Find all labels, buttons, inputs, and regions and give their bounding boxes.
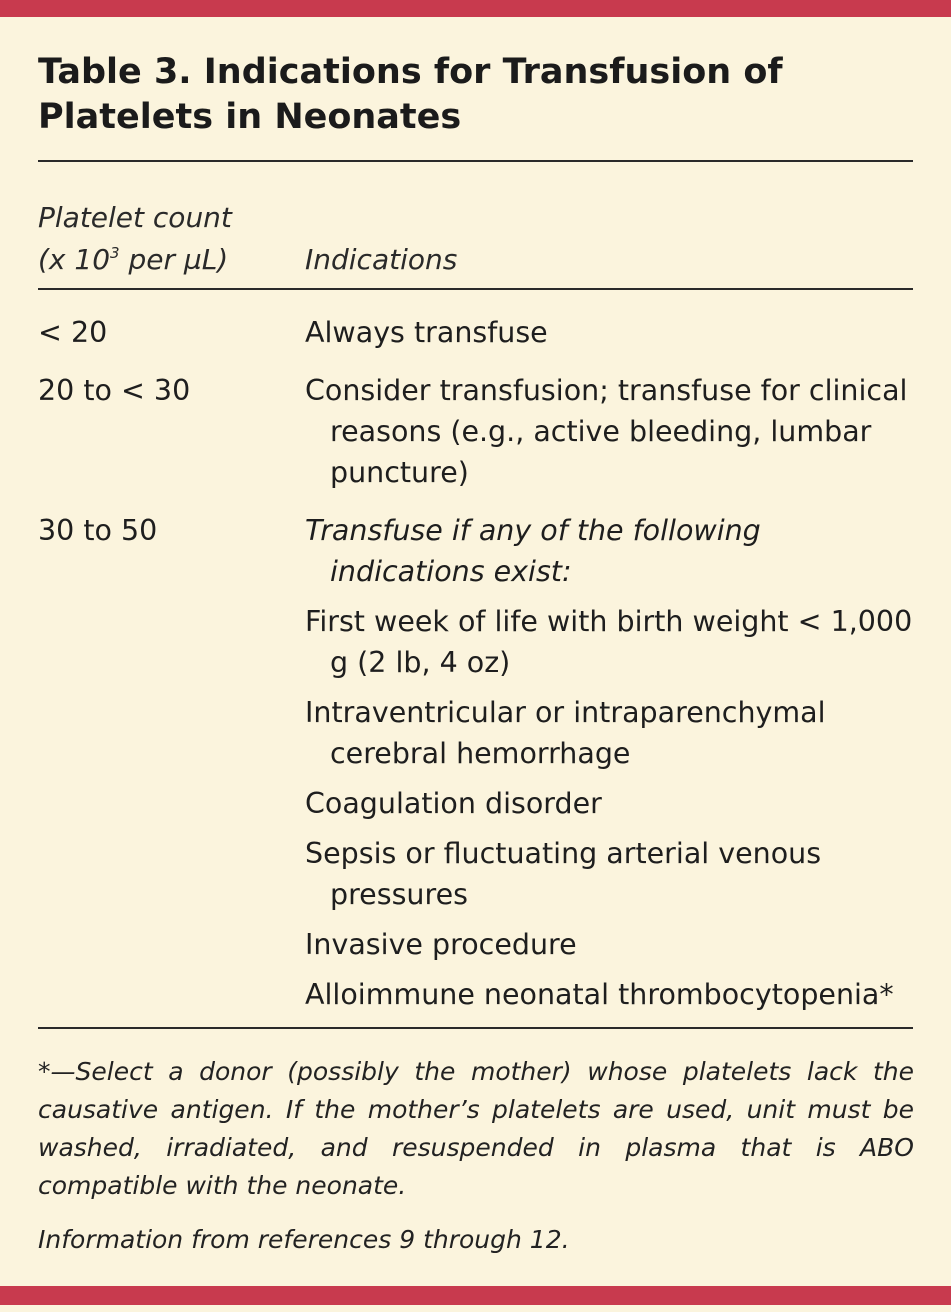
unit-exponent: 3 bbox=[110, 244, 120, 262]
table-bottom-divider bbox=[38, 1027, 913, 1029]
table-body bbox=[38, 312, 918, 1032]
header-divider bbox=[38, 288, 913, 290]
indication-item: First week of life with birth weight < 1,000 g (2 lb, 4 oz) bbox=[305, 605, 913, 679]
platelet-count-cell: 30 to 50 bbox=[38, 514, 158, 547]
bottom-accent-bar bbox=[0, 1286, 951, 1305]
title-divider bbox=[38, 160, 913, 162]
footnote: *—Select a donor (possibly the mother) whose platelets lack the causative antigen. If the mother’s platelets are used, unit must be washed, irradiated, and resuspended in plasma that is ABO compatible with the neonate. bbox=[38, 1057, 914, 1200]
indication-item: Sepsis or fluctuating arterial venous pressures bbox=[305, 837, 822, 911]
source-note: Information from references 9 through 12. bbox=[38, 1225, 570, 1254]
indication-item: Intraventricular or intraparenchymal cerebral hemorrhage bbox=[305, 696, 826, 770]
column-header-platelet-count bbox=[38, 197, 232, 281]
indication-intro: Transfuse if any of the following indications exist: bbox=[305, 514, 761, 588]
table-row bbox=[38, 370, 918, 502]
indications-cell bbox=[305, 370, 918, 502]
column-header-platelet-count-line2 bbox=[38, 239, 232, 281]
table-row bbox=[38, 312, 918, 362]
platelet-count-cell: < 20 bbox=[38, 316, 108, 349]
indication-item: Invasive procedure bbox=[305, 928, 577, 961]
indication-item: Coagulation disorder bbox=[305, 787, 602, 820]
indications-cell bbox=[305, 312, 918, 362]
column-header-indications: Indications bbox=[305, 243, 458, 276]
indication-item: Alloimmune neonatal thrombocytopenia* bbox=[305, 978, 894, 1011]
indications-cell bbox=[305, 510, 918, 1024]
column-header-platelet-count-line1: Platelet count bbox=[38, 201, 232, 234]
indication-item: Always transfuse bbox=[305, 316, 548, 349]
platelet-count-cell: 20 to < 30 bbox=[38, 374, 191, 407]
top-accent-bar bbox=[0, 0, 951, 17]
unit-prefix: (x 10 bbox=[38, 243, 111, 276]
table-title: Table 3. Indications for Transfusion of Platelets in Neonates bbox=[38, 52, 783, 137]
table-row bbox=[38, 510, 918, 1024]
indication-item: Consider transfusion; transfuse for clinical reasons (e.g., active bleeding, lumbar puncture) bbox=[305, 374, 908, 489]
unit-suffix: per µL) bbox=[119, 243, 229, 276]
